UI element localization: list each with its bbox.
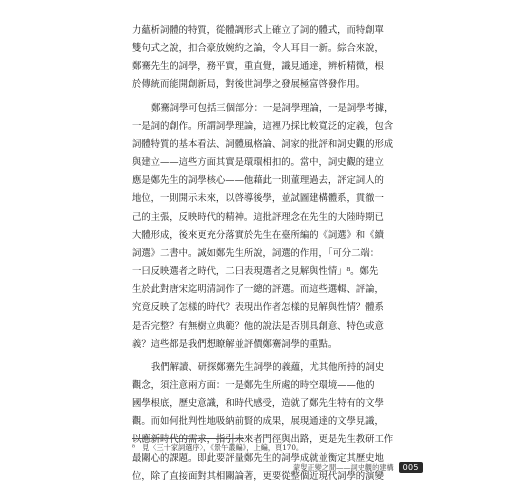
text-line: 大體形成，後來更充分落實於先生在臺所編的《詞選》和《續	[132, 229, 384, 241]
text-line: 詞體特質的基本看法、詞體風格論、詞家的批評和詞史觀的形成	[132, 138, 394, 150]
text-line: 力蘊析詞體的特質，從體調形式上確立了詞的體式，而特創單	[132, 25, 384, 36]
text-line: 是否完整？有無樹立典範？他的說法是否別具創意、特色或意	[132, 320, 384, 332]
text-line: 生於此對唐宋迄明清詞作了一總的評選。而這些選輯、評論，	[132, 284, 384, 296]
text-line: 最關心的課題。即此要評量鄭先生的詞學成就並衡定其歷史地	[132, 452, 384, 464]
text-line: 應是鄭先生的詞學核心——他藉此一則董理過去，評定詞人的	[132, 175, 384, 187]
paragraph	[132, 100, 397, 354]
text-line: 雙句式之說，扣合豪放婉約之論，令人耳目一新。綜合來說，	[132, 43, 384, 55]
text-line: 詞選》二書中。誠如鄭先生所說，詞選的作用，「可分二端：	[132, 247, 380, 259]
text-line: 一是詞的創作。所謂詞學理論，這裡乃採比較寬泛的定義，包含	[132, 120, 394, 132]
text-line: 與建立——這些方面其實是環環相扣的。當中，詞史觀的建立	[132, 157, 384, 169]
running-title: 蒙叟正變之間——詞史觀的建構	[293, 462, 394, 472]
text-line: 鄭騫先生的詞學，務平實，重直覺，識見通達，辨析精微，根	[132, 61, 384, 73]
text-line: 觀念，須注意兩方面：一是鄭先生所處的時空環境——他的	[132, 379, 375, 391]
text-line: 究竟反映了怎樣的時代？表現出作者怎樣的見解與性情？體系	[132, 302, 384, 314]
text-line: 義？這些都是我們想瞭解並評價鄭騫詞學的重點。	[132, 338, 338, 350]
text-line: 我們解讀、研探鄭騫先生詞學的義蘊，尤其他所持的詞史	[151, 361, 385, 373]
text-line: 於傳統而能開創新局，對後世詞學之發展極富啓發作用。	[132, 79, 366, 91]
page-footer	[293, 462, 423, 473]
paragraph	[132, 22, 397, 95]
text-line: 觀。而如何批判性地吸納前賢的成果，展現通達的文學見識，	[132, 416, 384, 428]
text-line: 一曰反映選者之時代，二曰表現選者之見解與性情」⁸。鄭先	[132, 266, 379, 278]
footnote: ⁸ 見〈三十家詞選序〉，《景午叢編》，上編，頁170。	[132, 443, 304, 452]
text-line: 己的主張，反映時代的精神。這批評理念在先生的大陸時期已	[132, 211, 384, 223]
text-line: 位，除了直接面對其相關論著，更要從整個近現代詞學的演變	[132, 470, 384, 482]
page-body	[132, 22, 397, 486]
page-number: 005	[399, 462, 423, 473]
text-line: 以應新時代的需求，指引未來者門徑與出路，更是先生教研工作	[132, 434, 394, 446]
text-line: 國學根底，歷史意識，和時代感受，造就了鄭先生特有的文學	[132, 398, 384, 410]
footnote-divider	[132, 438, 244, 439]
text-line: 地位，一則開示未來，以啓導後學，並試圖建構體系，貫徹一	[132, 193, 384, 205]
text-line: 鄭騫詞學可包括三個部分：一是詞學理論，一是詞學考據，	[151, 102, 394, 114]
